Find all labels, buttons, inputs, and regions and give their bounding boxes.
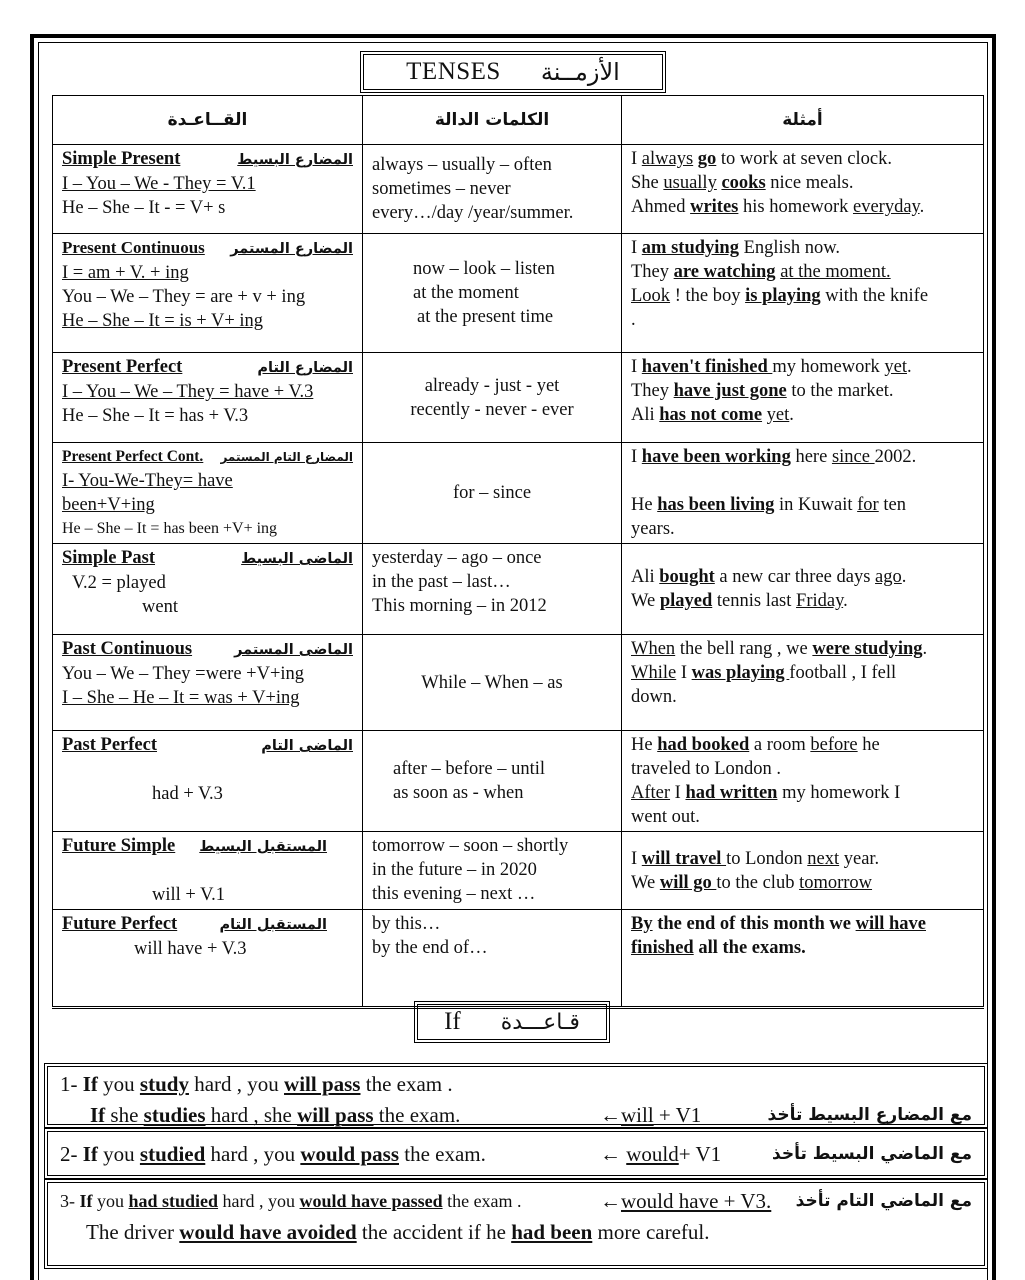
examples-cell (622, 635, 984, 731)
examples-cell (622, 731, 984, 832)
table-header-row (53, 96, 984, 145)
example-line: Ahmed writes his homework everyday. (631, 197, 925, 217)
table-row (53, 910, 984, 1008)
table-row (53, 443, 984, 544)
keywords-cell (363, 353, 622, 443)
example-line: . (631, 310, 636, 330)
keyword-line: in the future – in 2020 (372, 860, 537, 880)
tense-name-arabic: المستقبل التام (219, 917, 327, 933)
keywords-cell (363, 635, 622, 731)
keyword-line: for – since (452, 483, 532, 503)
tense-name-arabic: الماضى التام (261, 738, 353, 754)
example-line: She usually cooks nice meals. (631, 173, 854, 193)
keyword-line: already - just - yet (424, 375, 560, 396)
tense-name-arabic: الماضى المستمر (234, 642, 353, 658)
keywords-cell (363, 731, 622, 832)
examples-cell (622, 544, 984, 635)
example-line (631, 469, 974, 493)
rule-line: V.2 = played (72, 573, 166, 593)
rule-sentence: If she studies hard , she will pass the exam. ←will + V1 مع المضارع البسيط تأخذ (60, 1100, 972, 1131)
keywords-cell (363, 544, 622, 635)
rule-line: He – She – It = has + V.3 (62, 406, 249, 426)
header-examples: أمثلة (622, 96, 984, 145)
rule-cell (53, 353, 363, 443)
example-line: While I was playing football , I fell (631, 663, 897, 683)
tense-name: Future Simple (62, 836, 176, 856)
example-line: traveled to London . (631, 759, 782, 779)
rule-line: I – You – We - They = V.1 (62, 174, 256, 194)
tense-name-arabic: الماضى البسيط (241, 551, 353, 567)
rule-cell (53, 234, 363, 353)
keywords-cell (363, 832, 622, 910)
tense-name-arabic: المضارع البسيط (237, 152, 353, 168)
tense-name-arabic: المضارع المستمر (230, 241, 353, 257)
keyword-line: at the moment (413, 283, 519, 303)
if-rule-1 (44, 1063, 988, 1128)
example-line: Look ! the boy is playing with the knife (631, 286, 929, 306)
arrow-left-icon: ← (600, 1103, 621, 1127)
rule-line: I- You-We-They= have (62, 471, 233, 491)
table-row (53, 234, 984, 353)
keyword-line: after – before – until (393, 759, 546, 779)
rule-line: I – You – We – They = have + V.3 (62, 382, 314, 402)
keyword-line: While – When – as (421, 672, 563, 693)
if-section-title (414, 1001, 610, 1043)
keyword-line: by the end of… (372, 938, 488, 958)
examples-cell (622, 353, 984, 443)
rule-line: will have + V.3 (134, 939, 247, 959)
keyword-line: always – usually – often (372, 155, 552, 175)
example-line: I always go to work at seven clock. (631, 149, 892, 169)
if-rule-2 (44, 1128, 988, 1179)
rule-line: You – We – They =were +V+ing (62, 664, 305, 684)
rule-line: I – She – He – It = was + V+ing (62, 688, 300, 708)
keyword-line: tomorrow – soon – shortly (372, 836, 569, 856)
examples-cell (622, 234, 984, 353)
tense-name: Future Perfect (62, 914, 178, 934)
rule-line: He – She – It = has been +V+ ing (62, 520, 278, 537)
keyword-line: every…/day /year/summer. (372, 203, 574, 223)
example-line: He has been living in Kuwait for ten (631, 495, 906, 515)
keywords-cell (363, 145, 622, 234)
keyword-line: at the present time (417, 307, 554, 327)
keywords-cell (363, 910, 622, 1008)
rule-sentence: 3- If you had studied hard , you would have passed the exam . ←would have + V3. مع الماضي التام تأخذ (60, 1185, 972, 1217)
keywords-cell (363, 443, 622, 544)
rule-formula: ←would have + V3. (600, 1189, 772, 1213)
rule-line: You – We – They = are + v + ing (62, 287, 306, 307)
keywords-cell (363, 234, 622, 353)
example-line: We will go to the club tomorrow (631, 872, 873, 893)
example-line: Ali bought a new car three days ago. (631, 567, 907, 587)
example-line: They have just gone to the market. (631, 381, 894, 401)
if-title-arabic: قـاعـــدة (500, 1009, 580, 1035)
example-line: finished all the exams. (631, 938, 806, 958)
title-arabic: الأزمــنة (540, 58, 620, 86)
rule-line: went (142, 597, 178, 617)
keyword-line: recently - never - ever (410, 399, 574, 420)
rule-line: will + V.1 (152, 885, 225, 905)
tense-name: Past Perfect (62, 735, 158, 755)
rule-formula: ← would+ V1 (600, 1142, 722, 1166)
rule-arabic-note: مع المضارع البسيط تأخذ (767, 1105, 972, 1125)
keyword-line: this evening – next … (372, 884, 536, 904)
example-line: I am studying English now. (631, 238, 841, 258)
table-row (53, 832, 984, 910)
table-row (53, 353, 984, 443)
tense-name: Past Continuous (62, 639, 193, 659)
examples-cell (622, 145, 984, 234)
arrow-left-icon: ← (600, 1189, 621, 1213)
tense-name: Simple Past (62, 548, 156, 568)
header-keywords: الكلمات الدالة (363, 96, 622, 145)
tense-name-arabic: المضارع التام (257, 360, 353, 376)
keyword-line: by this… (372, 914, 441, 934)
tense-name: Present Continuous (62, 238, 205, 257)
rule-cell (53, 832, 363, 910)
example-line: went out. (631, 807, 700, 827)
rule-sentence: 2- If you studied hard , you would pass the exam. ← would+ V1 مع الماضي البسيط تأخذ (60, 1134, 972, 1174)
if-title-english: If (444, 1008, 461, 1035)
rule-line: had + V.3 (152, 784, 223, 804)
example-line: I will travel to London next year. (631, 848, 880, 869)
example-line: By the end of this month we will have (631, 914, 926, 934)
keyword-line: sometimes – never (372, 179, 511, 199)
rule-cell (53, 443, 363, 544)
example-line: down. (631, 687, 677, 707)
title-english: TENSES (406, 58, 501, 85)
tense-name: Present Perfect (62, 357, 183, 377)
tense-name: Simple Present (62, 149, 181, 169)
rule-sentence: 1- If you study hard , you will pass the exam . (60, 1072, 453, 1096)
example-line: I haven't finished my homework yet. (631, 357, 912, 377)
arrow-left-icon: ← (600, 1142, 627, 1166)
rule-cell (53, 910, 363, 1008)
tense-name: Present Perfect Cont. (62, 448, 204, 465)
rule-line: I = am + V. + ing (62, 263, 189, 283)
example-line: When the bell rang , we were studying. (631, 639, 928, 659)
example-line: Ali has not come yet. (631, 405, 794, 425)
keyword-line: as soon as - when (393, 783, 524, 803)
rule-cell (53, 544, 363, 635)
keyword-line: This morning – in 2012 (372, 596, 547, 616)
examples-cell (622, 910, 984, 1008)
example-line: They are watching at the moment. (631, 262, 891, 282)
rule-formula: ←will + V1 (600, 1103, 702, 1127)
examples-cell (622, 443, 984, 544)
rule-arabic-note: مع الماضي البسيط تأخذ (772, 1144, 972, 1164)
if-rule-3 (44, 1179, 988, 1269)
example-line: He had booked a room before he (631, 735, 880, 755)
rule-line: He – She – It = is + V+ ing (62, 311, 264, 331)
table-row (53, 544, 984, 635)
rule-sentence: The driver would have avoided the accident if he had been more careful. (86, 1220, 710, 1244)
example-line: We played tennis last Friday. (631, 591, 848, 611)
table-row (53, 145, 984, 234)
rule-line: He – She – It - = V+ s (62, 198, 226, 218)
tenses-table (52, 95, 984, 1009)
rule-cell (53, 145, 363, 234)
rule-arabic-note: مع الماضي التام تأخذ (795, 1191, 972, 1211)
table-row (53, 635, 984, 731)
header-rule: القــاعـدة (53, 96, 363, 145)
table-row (53, 731, 984, 832)
rule-cell (53, 635, 363, 731)
page-title (360, 51, 666, 93)
example-line: I have been working here since 2002. (631, 447, 917, 467)
example-line: years. (631, 519, 675, 539)
tense-name-arabic: المضارع التام المستمر (220, 450, 353, 464)
example-line: After I had written my homework I (631, 783, 901, 803)
keyword-line: now – look – listen (413, 259, 555, 279)
rule-cell (53, 731, 363, 832)
keyword-line: in the past – last… (372, 572, 511, 592)
keyword-line: yesterday – ago – once (372, 548, 542, 568)
tense-name-arabic: المستقبل البسيط (199, 839, 327, 855)
rule-line: been+V+ing (62, 495, 155, 515)
examples-cell (622, 832, 984, 910)
